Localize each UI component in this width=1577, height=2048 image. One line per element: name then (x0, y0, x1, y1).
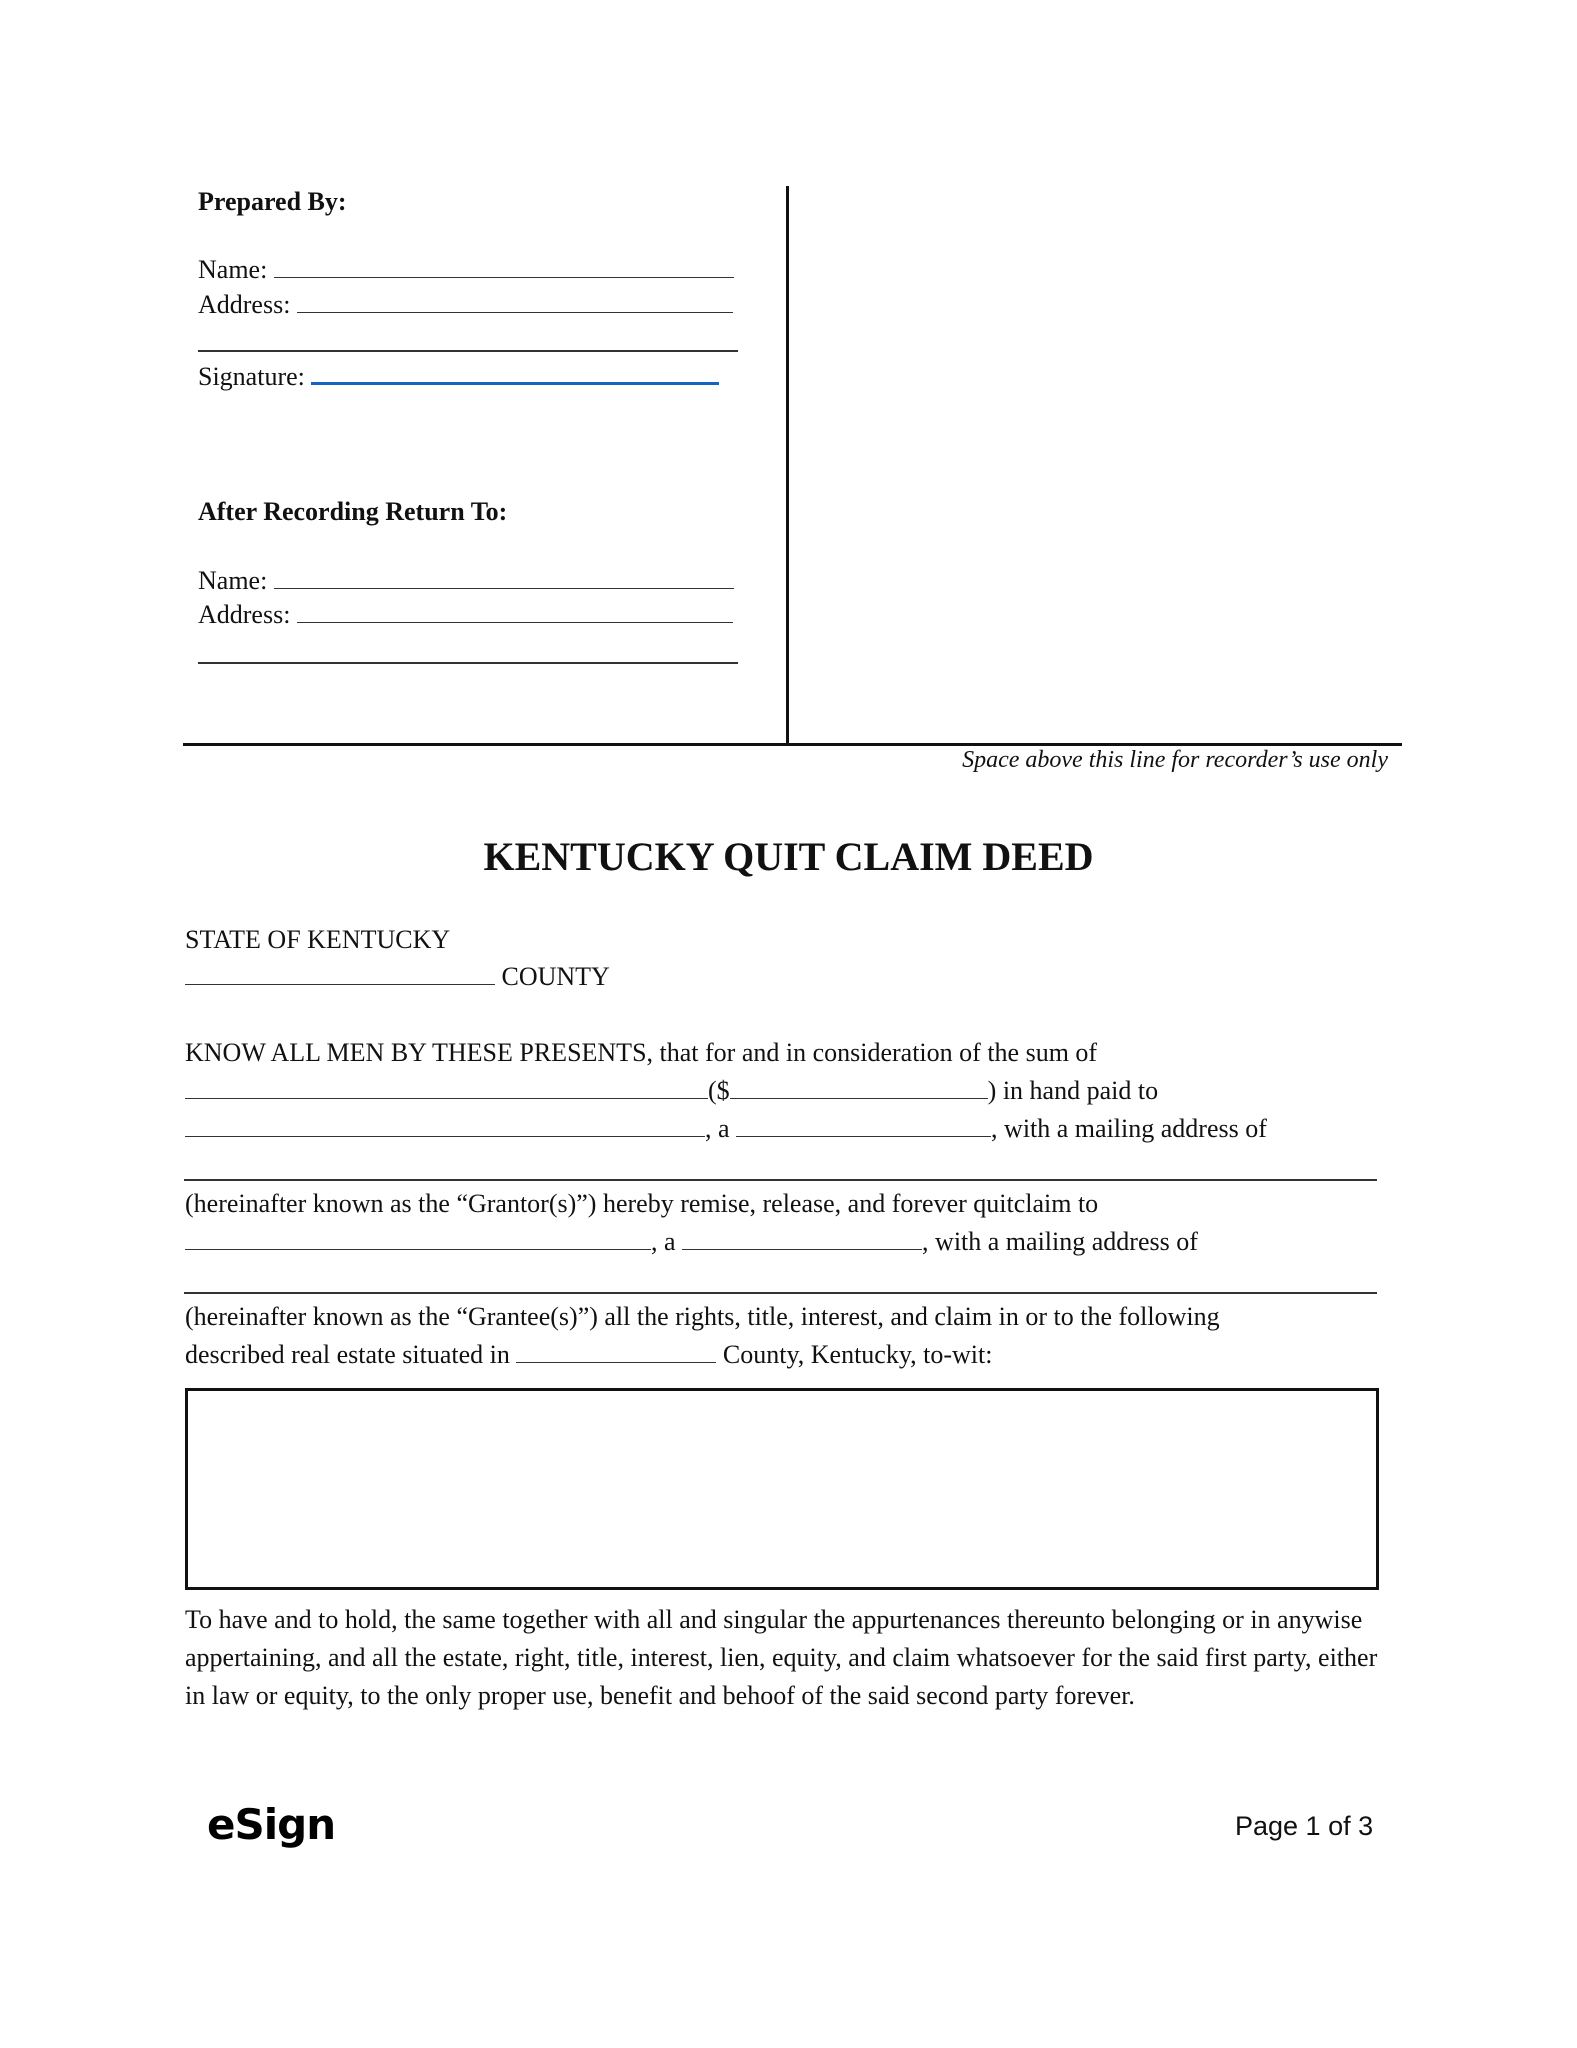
prepared-by-address-row (198, 290, 733, 320)
grantee-address-field[interactable] (184, 1292, 1377, 1294)
grantor-a-label: , a (705, 1114, 730, 1143)
esign-logo: eSign (207, 1800, 336, 1849)
county-kentucky-label: County, Kentucky, to-wit: (722, 1340, 993, 1369)
body-line-1: KNOW ALL MEN BY THESE PRESENTS, that for and in consideration of the sum of (185, 1038, 1098, 1067)
body-line-5 (185, 1227, 1198, 1257)
recorder-divider-vertical (786, 186, 789, 745)
return-to-address-row (198, 600, 733, 630)
recorder-divider-horizontal (183, 743, 1402, 746)
prepared-by-signature-field[interactable] (311, 360, 719, 385)
return-to-name-label: Name: (198, 566, 268, 595)
grantee-mailing-label: , with a mailing address of (922, 1227, 1198, 1256)
prepared-by-signature-row (198, 360, 719, 392)
prepared-by-name-field[interactable] (274, 255, 734, 278)
state-line: STATE OF KENTUCKY (185, 925, 451, 954)
prepared-by-heading: Prepared By: (198, 187, 347, 216)
habendum-paragraph: To have and to hold, the same together with all and singular the appurtenances thereunto belonging or in anywise appertaining, and all the estate, right, title, interest, lien, equity, and claim whatsoever for the said first party, either in law or equity, to the only proper use, benefit and behoof of the said second party forever. (185, 1605, 1378, 1710)
grantor-mailing-label: , with a mailing address of (991, 1114, 1267, 1143)
page-number: Page 1 of 3 (1235, 1811, 1374, 1841)
body-line-7 (185, 1340, 992, 1370)
property-county-field[interactable] (516, 1340, 716, 1363)
document-title: KENTUCKY QUIT CLAIM DEED (483, 834, 1094, 879)
grantee-marital-status-field[interactable] (682, 1227, 922, 1250)
county-row (185, 962, 610, 992)
grantor-marital-status-field[interactable] (736, 1114, 991, 1137)
situated-in-label: described real estate situated in (185, 1340, 510, 1369)
grantor-address-field[interactable] (184, 1179, 1377, 1181)
prepared-by-address-field[interactable] (297, 290, 733, 313)
return-to-address-field[interactable] (297, 600, 733, 623)
county-field[interactable] (185, 962, 495, 985)
consideration-words-field[interactable] (185, 1076, 708, 1099)
return-to-name-field[interactable] (274, 566, 734, 589)
county-label: COUNTY (501, 962, 610, 991)
return-to-name-row (198, 566, 734, 596)
return-to-address-label: Address: (198, 600, 291, 629)
body-line-6: (hereinafter known as the “Grantee(s)”) all the rights, title, interest, and claim in or to the following (185, 1302, 1220, 1331)
dollar-open-label: ($ (708, 1076, 730, 1105)
grantee-a-label: , a (651, 1227, 676, 1256)
prepared-by-signature-label: Signature: (198, 362, 305, 391)
body-line-3 (185, 1114, 1267, 1144)
body-line-2 (185, 1076, 1158, 1106)
prepared-by-address-label: Address: (198, 290, 291, 319)
grantee-name-field[interactable] (185, 1227, 651, 1250)
prepared-by-address-line2-field[interactable] (198, 350, 738, 352)
prepared-by-name-label: Name: (198, 255, 268, 284)
recorder-note: Space above this line for recorder’s use only (962, 747, 1388, 773)
prepared-by-name-row (198, 255, 734, 285)
return-to-address-line2-field[interactable] (198, 662, 738, 664)
body-line-4: (hereinafter known as the “Grantor(s)”) hereby remise, release, and forever quitclaim to (185, 1189, 1099, 1218)
grantor-name-field[interactable] (185, 1114, 705, 1137)
return-to-heading: After Recording Return To: (198, 497, 508, 526)
paid-to-label: ) in hand paid to (987, 1076, 1159, 1105)
consideration-amount-field[interactable] (730, 1076, 988, 1099)
legal-description-box[interactable] (185, 1388, 1379, 1590)
